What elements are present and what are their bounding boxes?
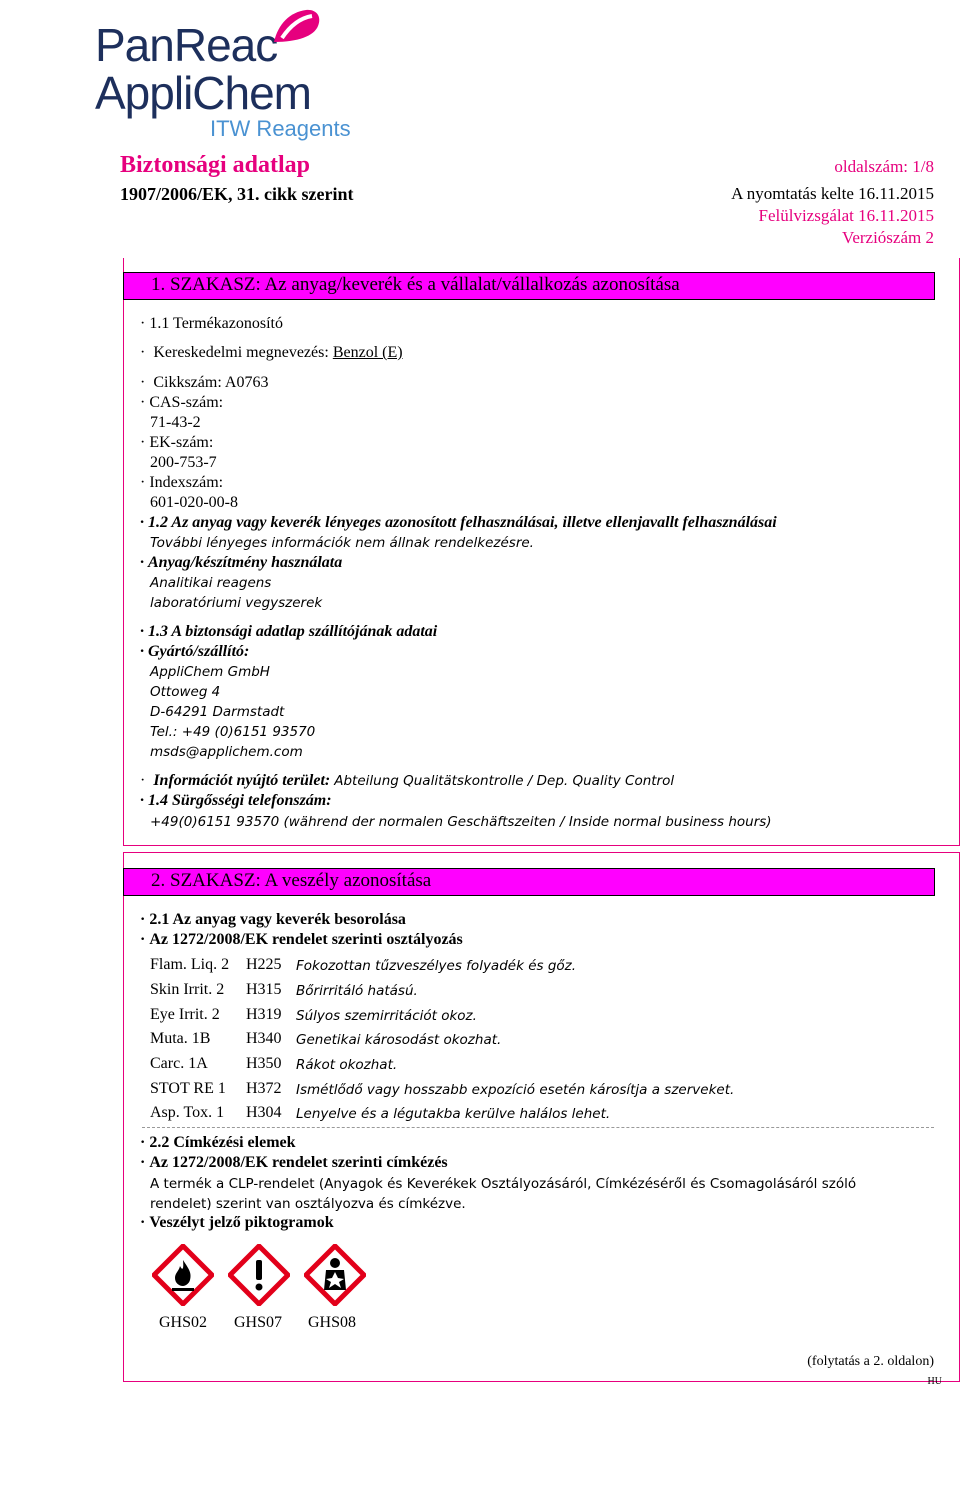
trade-name-value: Benzol (E) [332,344,403,361]
supplier-line: msds@applichem.com [150,744,303,760]
exclamation-icon [228,1244,290,1306]
s2-2-text-line-1: A termék a CLP-rendelet (Anyagok és Keverékek Osztályozásáról, Címkézéséről és Csomagolásáról szóló [150,1176,857,1192]
s2-1-subheading: · Az 1272/2008/EK rendelet szerinti osztályozás [140,930,463,950]
logo-line-3: ITW Reagents [210,116,351,141]
supplier-line: AppliChem GmbH [150,664,270,680]
ghs-code: GHS02 [159,1314,208,1331]
hazard-text-cell: Genetikai károsodást okozhat. [296,1032,502,1048]
s2-2-text-line-2: rendelet) szerint van osztályozva és címkézve. [150,1196,466,1212]
trade-name-row [140,343,403,363]
page-number: oldalszám: 1/8 [834,157,934,176]
logo-mark-icon [268,4,326,48]
health-hazard-icon [304,1244,366,1306]
class-cell: Eye Irrit. 2 [150,1006,220,1023]
s2-2-heading: · 2.2 Címkézési elemek [140,1133,296,1153]
hazard-text-cell: Súlyos szemirritációt okoz. [296,1008,477,1024]
pictogram-label: · Veszélyt jelző piktogramok [140,1213,334,1233]
class-cell: Flam. Liq. 2 [150,956,230,973]
document-subtitle: 1907/2006/EK, 31. cikk szerint [120,184,354,204]
use-line-1: Analitikai reagens [150,575,272,591]
cas-label: · CAS-szám: [140,393,223,413]
info-row [140,771,674,791]
trade-name-label: Kereskedelmi megnevezés: [153,344,329,361]
continued-note: (folytatás a 2. oldalon) [807,1354,934,1369]
s1-4-heading: · 1.4 Sürgősségi telefonszám: [140,791,332,811]
s1-2-text: További lényeges információk nem állnak rendelkezésre. [150,535,534,551]
s1-1-heading: · 1.1 Termékazonosító [140,314,283,334]
emergency-phone: +49(0)6151 93570 (während der normalen Geschäftszeiten / Inside normal business hours) [150,814,772,830]
use-line-2: laboratóriumi vegyszerek [150,595,323,611]
logo-line-2: AppliChem [95,67,311,119]
language-code: HU [927,1376,942,1387]
class-cell: Asp. Tox. 1 [150,1104,225,1121]
revision-date: Felülvizsgálat 16.11.2015 [758,206,934,225]
hazard-text-cell: Ismétlődő vagy hosszabb expozíció esetén károsítja a szerveket. [296,1082,735,1098]
class-cell: Skin Irrit. 2 [150,981,225,998]
index-value: 601-020-00-8 [150,494,238,511]
s2-2-subheading: · Az 1272/2008/EK rendelet szerinti címkézés [140,1153,448,1173]
print-date: A nyomtatás kelte 16.11.2015 [731,184,934,203]
section-1-heading: 1. SZAKASZ: Az anyag/keverék és a vállalat/vállalkozás azonosítása [123,272,935,300]
s2-1-heading: · 2.1 Az anyag vagy keverék besorolása [140,910,406,930]
hazard-text-cell: Bőrirritáló hatású. [296,983,418,999]
ek-label: · EK-szám: [140,433,213,453]
ghs-code: GHS08 [308,1314,357,1331]
class-cell: Muta. 1B [150,1030,211,1047]
article-label: Cikkszám: [153,374,222,391]
info-label: Információt nyújtó terület: [153,772,331,789]
article-row [140,373,268,393]
logo-line-1: PanReac [95,19,278,71]
supplier-line: Tel.: +49 (0)6151 93570 [150,724,316,740]
hcode-cell: H340 [246,1030,282,1047]
hcode-cell: H225 [246,956,282,973]
document-title: Biztonsági adatlap [120,152,311,178]
section-2-heading: 2. SZAKASZ: A veszély azonosítása [123,868,935,896]
flame-icon [152,1244,214,1306]
hcode-cell: H350 [246,1055,282,1072]
hcode-cell: H372 [246,1080,282,1097]
article-value: A0763 [224,374,269,391]
use-label: · Anyag/készítmény használata [140,553,342,573]
s1-2-heading: · 1.2 Az anyag vagy keverék lényeges azonosított felhasználásai, illetve ellenjavallt felhasználásai [140,513,777,533]
cas-value: 71-43-2 [150,414,201,431]
supplier-line: Ottoweg 4 [150,684,221,700]
info-value: Abteilung Qualitätskontrolle / Dep. Quality Control [334,773,675,789]
s1-3-heading: · 1.3 A biztonsági adatlap szállítójának adatai [140,622,437,642]
hazard-text-cell: Lenyelve és a légutakba kerülve halálos lehet. [296,1106,611,1122]
version-number: Verziószám 2 [841,228,934,247]
ek-value: 200-753-7 [150,454,217,471]
class-cell: Carc. 1A [150,1055,208,1072]
hcode-cell: H304 [246,1104,282,1121]
supplier-line: D-64291 Darmstadt [150,704,285,720]
hazard-text-cell: Rákot okozhat. [296,1057,398,1073]
ghs-code: GHS07 [234,1314,283,1331]
class-cell: STOT RE 1 [150,1080,226,1097]
divider [142,1127,934,1128]
supplier-label: · Gyártó/szállító: [140,642,249,662]
hazard-text-cell: Fokozottan tűzveszélyes folyadék és gőz. [296,958,577,974]
hcode-cell: H319 [246,1006,282,1023]
hcode-cell: H315 [246,981,282,998]
index-label: · Indexszám: [140,473,223,493]
